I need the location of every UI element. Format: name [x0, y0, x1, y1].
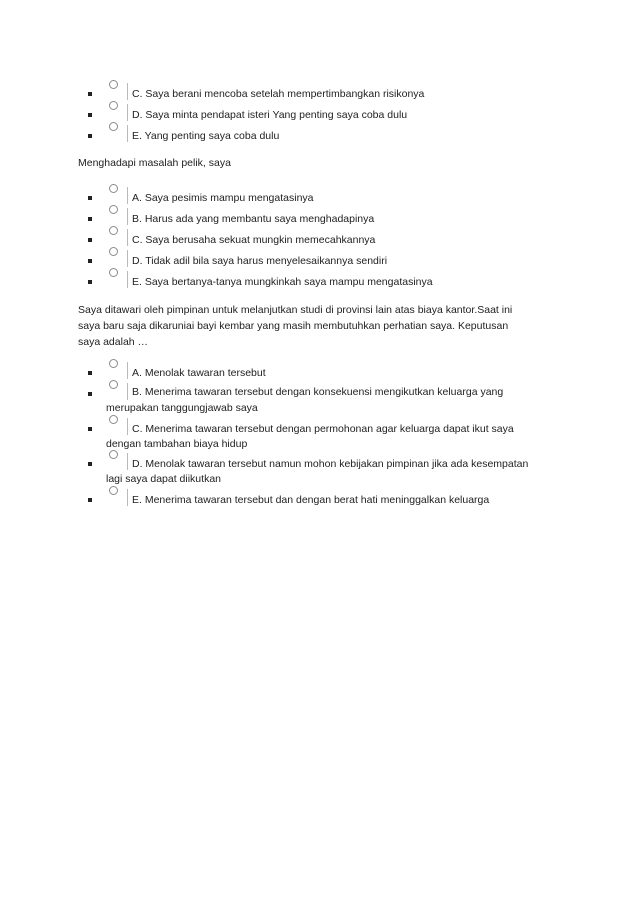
bullet-icon [88, 196, 92, 200]
option-label: A. Menolak tawaran tersebut [132, 367, 266, 379]
option-divider [127, 383, 128, 400]
radio-button-icon[interactable] [109, 450, 118, 459]
option-divider [127, 229, 128, 246]
option-label: A. Saya pesimis mampu mengatasinya [132, 192, 314, 204]
option-label: C. Menerima tawaran tersebut dengan permohonan agar keluarga dapat ikut saya [132, 423, 514, 435]
option-label: C. Saya berani mencoba setelah mempertimbangkan risikonya [132, 88, 425, 100]
option-divider [127, 271, 128, 288]
radio-button-icon[interactable] [109, 415, 118, 424]
radio-button-icon[interactable] [109, 205, 118, 214]
bullet-icon [88, 217, 92, 221]
bullet-icon [88, 280, 92, 284]
question-stem-line: saya adalah … [78, 336, 149, 348]
bullet-icon [88, 392, 92, 396]
option-label: E. Yang penting saya coba dulu [132, 130, 280, 142]
option-label: C. Saya berusaha sekuat mungkin memecahkannya [132, 234, 376, 246]
option-divider [127, 489, 128, 506]
bullet-icon [88, 462, 92, 466]
bullet-icon [88, 113, 92, 117]
option-label: D. Tidak adil bila saya harus menyelesaikannya sendiri [132, 255, 388, 267]
bullet-icon [88, 134, 92, 138]
option-label: B. Harus ada yang membantu saya menghadapinya [132, 213, 375, 225]
radio-button-icon[interactable] [109, 247, 118, 256]
option-divider [127, 418, 128, 435]
option-divider [127, 362, 128, 379]
radio-button-icon[interactable] [109, 122, 118, 131]
option-divider [127, 104, 128, 121]
radio-button-icon[interactable] [109, 226, 118, 235]
question-stem-line: saya baru saja dikaruniai bayi kembar yang masih membutuhkan perhatian saya. Keputusan [78, 320, 509, 332]
radio-button-icon[interactable] [109, 268, 118, 277]
option-divider [127, 83, 128, 100]
option-divider [127, 453, 128, 470]
bullet-icon [88, 259, 92, 263]
radio-button-icon[interactable] [109, 486, 118, 495]
option-label-continuation: merupakan tanggungjawab saya [106, 402, 258, 414]
option-label: E. Menerima tawaran tersebut dan dengan berat hati meninggalkan keluarga [132, 494, 490, 506]
radio-button-icon[interactable] [109, 80, 118, 89]
option-divider [127, 187, 128, 204]
radio-button-icon[interactable] [109, 380, 118, 389]
bullet-icon [88, 498, 92, 502]
bullet-icon [88, 92, 92, 96]
option-divider [127, 208, 128, 225]
question-stem: Menghadapi masalah pelik, saya [78, 157, 231, 169]
option-label: D. Menolak tawaran tersebut namun mohon kebijakan pimpinan jika ada kesempatan [132, 458, 529, 470]
question-stem-line: Saya ditawari oleh pimpinan untuk melanjutkan studi di provinsi lain atas biaya kantor.Saat ini [78, 304, 513, 316]
radio-button-icon[interactable] [109, 101, 118, 110]
option-label: E. Saya bertanya-tanya mungkinkah saya mampu mengatasinya [132, 276, 433, 288]
option-label: B. Menerima tawaran tersebut dengan konsekuensi mengikutkan keluarga yang [132, 386, 504, 398]
radio-button-icon[interactable] [109, 184, 118, 193]
option-label: D. Saya minta pendapat isteri Yang penting saya coba dulu [132, 109, 408, 121]
bullet-icon [88, 238, 92, 242]
option-divider [127, 250, 128, 267]
bullet-icon [88, 427, 92, 431]
option-label-continuation: dengan tambahan biaya hidup [106, 438, 248, 450]
radio-button-icon[interactable] [109, 359, 118, 368]
option-divider [127, 125, 128, 142]
bullet-icon [88, 371, 92, 375]
option-label-continuation: lagi saya dapat diikutkan [106, 473, 221, 485]
